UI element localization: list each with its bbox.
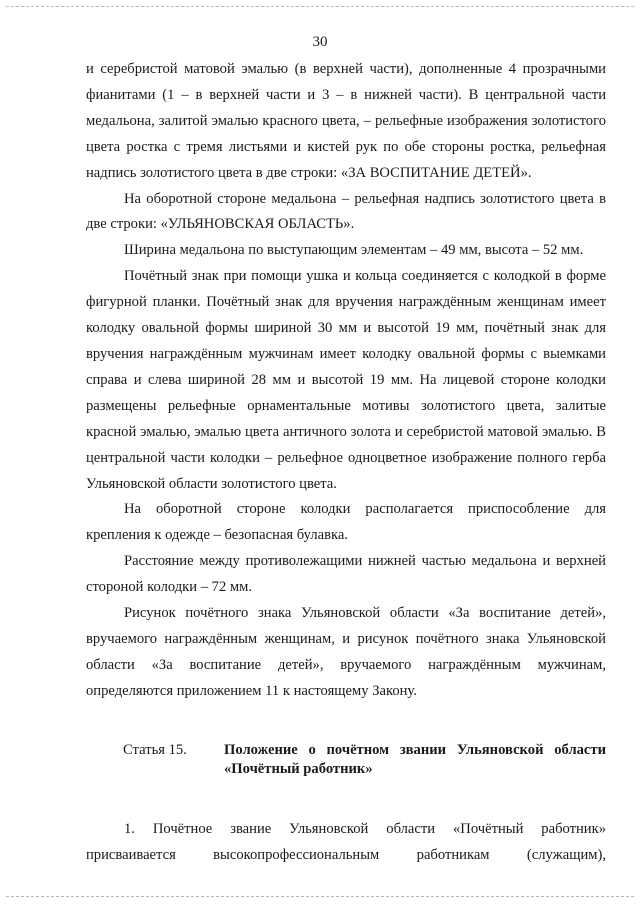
article-heading <box>86 741 606 779</box>
article-title-line-1: Положение о почётном звании Ульяновской области <box>224 741 606 758</box>
paragraph-medallion-description: и серебристой матовой эмалью (в верхней части), дополненные 4 прозрачными фианитами (1 – в верхней части и 3 – в нижней части). В центральной части медальона, залитой эмалью красного цвета, – рельефные изображения золотистого цвета ростка с тремя листьями и кистей рук по обе стороны ростка, рельефная надпись золотистого цвета в две строки: «ЗА ВОСПИТАНИЕ ДЕТЕЙ». <box>86 61 606 181</box>
bottom-scan-border <box>6 896 634 897</box>
paragraph-fastening: На оборотной стороне колодки располагается приспособление для крепления к одежде – безопасная булавка. <box>86 501 606 544</box>
article-number: Статья 15. <box>123 741 187 758</box>
paragraph-dimensions: Ширина медальона по выступающим элементам – 49 мм, высота – 52 мм. <box>124 242 584 259</box>
document-body <box>86 57 606 868</box>
article-title <box>206 741 606 779</box>
paragraph-distance: Расстояние между противолежащими нижней частью медальона и верхней стороной колодки – 72 мм. <box>86 553 606 596</box>
page-number: 30 <box>312 34 328 50</box>
article-title-line-2: «Почётный работник» <box>224 760 373 777</box>
paragraph-block-description: Почётный знак при помощи ушка и кольца соединяется с колодкой в форме фигурной планки. Почётный знак для вручения награждённым женщинам имеет колодку овальной формы шириной 30 мм и высотой 19 мм, почётный знак для вручения награждённым мужчинам имеет колодку овальной формы с выемками справа и слева шириной 28 мм и высотой 19 мм. На лицевой стороне колодки размещены рельефные орнаментальные мотивы золотистого цвета, залитые красной эмалью, эмалью цвета античного золота и серебристой матовой эмалью. В центральной части колодки – рельефное одноцветное изображение полного герба Ульяновской области золотистого цвета. <box>86 268 606 492</box>
paragraph-reverse-side: На оборотной стороне медальона – рельефная надпись золотистого цвета в две строки: «УЛЬЯНОВСКАЯ ОБЛАСТЬ». <box>86 190 606 233</box>
paragraph-article-point-1: 1. Почётное звание Ульяновской области «Почётный работник» присваивается высокопрофессиональным работникам (служащим), <box>86 820 606 863</box>
top-scan-border <box>6 6 634 7</box>
paragraph-drawings: Рисунок почётного знака Ульяновской области «За воспитание детей», вручаемого награждённым женщинам, и рисунок почётного знака Ульяновской области «За воспитание детей», вручаемого награждённым мужчинам, определяются приложением 11 к настоящему Закону. <box>86 605 606 699</box>
